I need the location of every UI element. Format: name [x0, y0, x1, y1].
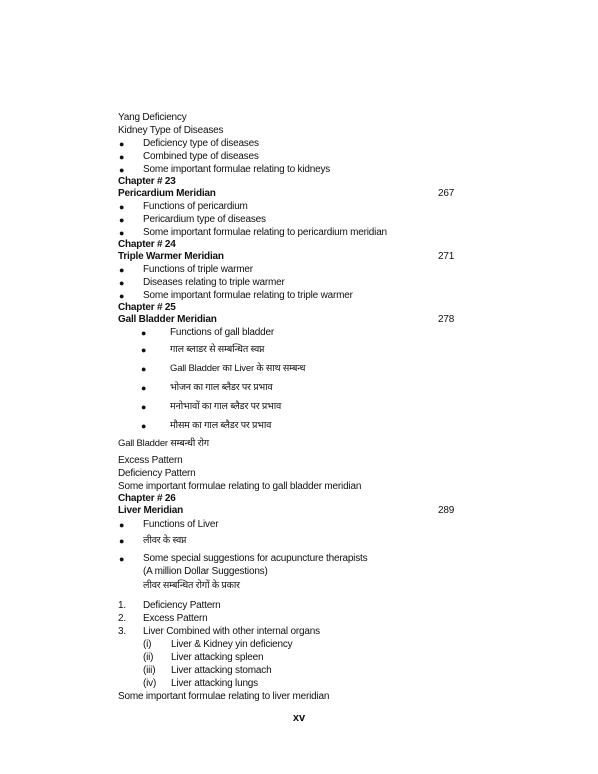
chapter-label: Chapter # 24 [118, 239, 176, 250]
chapter-title: Pericardium Meridian [118, 188, 216, 199]
chapter-title: Liver Meridian [118, 505, 183, 516]
bullet-icon [119, 138, 124, 151]
toc-text: Some important formulae relating to gall bladder meridian [118, 481, 362, 492]
list-number: 1. [118, 600, 126, 611]
toc-text: Functions of triple warmer [143, 264, 253, 275]
toc-text: Excess Pattern [143, 613, 208, 624]
bullet-icon [119, 535, 124, 548]
bullet-icon [141, 420, 146, 433]
toc-text: Liver attacking lungs [171, 678, 258, 689]
toc-text: Deficiency Pattern [118, 468, 196, 479]
toc-text: Liver & Kidney yin deficiency [171, 639, 293, 650]
toc-text: Some important formulae relating to pericardium meridian [143, 227, 387, 238]
page-number: 267 [438, 188, 455, 199]
page-number: 271 [438, 251, 455, 262]
list-number: 3. [118, 626, 126, 637]
toc-text: Liver Combined with other internal organs [143, 626, 320, 637]
toc-text: भोजन का गाल ब्लैडर पर प्रभाव [170, 382, 273, 393]
bullet-icon [119, 553, 124, 566]
bullet-icon [141, 382, 146, 395]
bullet-icon [141, 344, 146, 357]
toc-text: Diseases relating to triple warmer [143, 277, 285, 288]
toc-text: (A million Dollar Suggestions) [143, 566, 268, 577]
toc-text: Deficiency Pattern [143, 600, 221, 611]
bullet-icon [119, 151, 124, 164]
page-number: 289 [438, 505, 455, 516]
toc-text: Liver attacking stomach [171, 665, 272, 676]
toc-text: Some important formulae relating to triple warmer [143, 290, 353, 301]
toc-text: Deficiency type of diseases [143, 138, 259, 149]
list-number: 2. [118, 613, 126, 624]
chapter-title: Gall Bladder Meridian [118, 314, 217, 325]
toc-text: Pericardium type of diseases [143, 214, 266, 225]
list-number: (iv) [143, 678, 157, 689]
chapter-label: Chapter # 23 [118, 176, 176, 187]
bullet-icon [141, 401, 146, 414]
chapter-label: Chapter # 26 [118, 493, 176, 504]
toc-text: मनोभावों का गाल ब्लैडर पर प्रभाव [170, 401, 282, 412]
bullet-icon [119, 214, 124, 227]
page-number: 278 [438, 314, 455, 325]
list-number: (i) [143, 639, 152, 650]
toc-text: लीवर के स्वप्न [143, 535, 187, 546]
toc-text: मौसम का गाल ब्लैडर पर प्रभाव [170, 420, 272, 431]
toc-text: लीवर सम्बन्धित रोगों के प्रकार [143, 580, 240, 591]
toc-text: Kidney Type of Diseases [118, 125, 224, 136]
toc-text: Excess Pattern [118, 455, 183, 466]
page-footer-number: xv [292, 712, 306, 724]
toc-text: Some special suggestions for acupuncture therapists [143, 553, 368, 564]
list-number: (iii) [143, 665, 156, 676]
toc-text: Functions of gall bladder [170, 327, 274, 338]
toc-text: Some important formulae relating to liver meridian [118, 691, 330, 702]
toc-text: Some important formulae relating to kidneys [143, 164, 331, 175]
bullet-icon [119, 264, 124, 277]
bullet-icon [119, 201, 124, 214]
toc-text: Gall Bladder सम्बन्धी रोग [118, 438, 209, 449]
bullet-icon [119, 519, 124, 532]
toc-text: Functions of Liver [143, 519, 219, 530]
toc-text: Gall Bladder का Liver के साथ सम्बन्ध [170, 363, 306, 374]
bullet-icon [141, 327, 146, 340]
chapter-title: Triple Warmer Meridian [118, 251, 224, 262]
toc-text: गाल ब्लाडर से सम्बन्धित स्वप्न [170, 344, 265, 355]
bullet-icon [119, 277, 124, 290]
list-number: (ii) [143, 652, 154, 663]
toc-text: Combined type of diseases [143, 151, 259, 162]
toc-text: Liver attacking spleen [171, 652, 264, 663]
toc-text: Functions of pericardium [143, 201, 248, 212]
chapter-label: Chapter # 25 [118, 302, 176, 313]
bullet-icon [141, 363, 146, 376]
toc-text: Yang Deficiency [118, 112, 187, 123]
